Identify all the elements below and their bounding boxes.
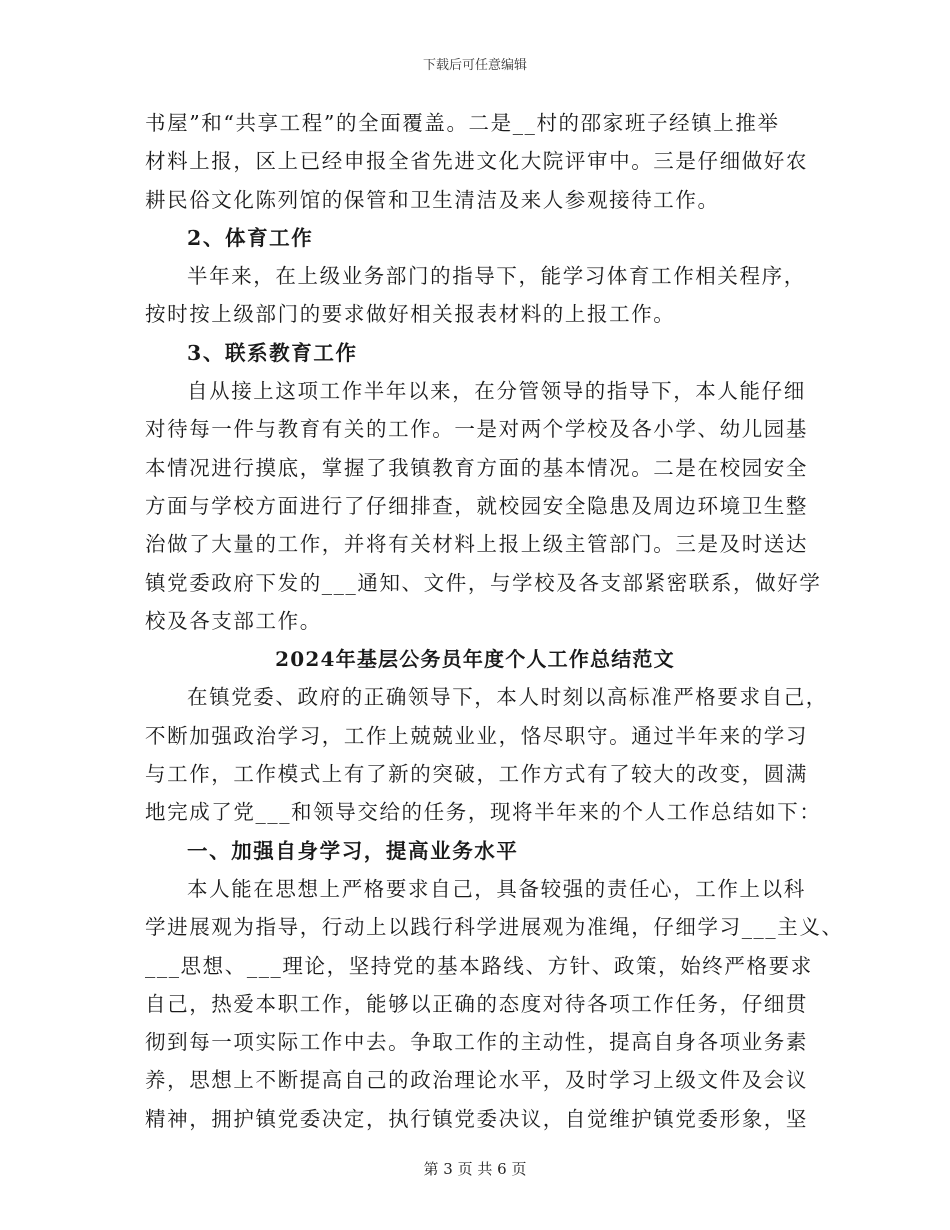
body-line: 不断加强政治学习，工作上兢兢业业，恪尽职守。通过半年来的学习	[145, 723, 808, 748]
page-footer: 第 3 页 共 6 页	[423, 1160, 527, 1178]
body-line: 耕民俗文化陈列馆的保管和卫生清洁及来人参观接待工作。	[145, 187, 720, 212]
body-line: 与工作，工作模式上有了新的突破，工作方式有了较大的改变，圆满	[145, 762, 808, 787]
body-line: 在镇党委、政府的正确领导下，本人时刻以高标准严格要求自己，	[187, 685, 828, 710]
page-header: 下载后可任意编辑	[422, 58, 527, 73]
section-heading: 一、加强自身学习，提高业务水平	[187, 838, 519, 863]
body-line: 自从接上这项工作半年以来，在分管领导的指导下，本人能仔细	[187, 379, 806, 404]
body-line: 对待每一件与教育有关的工作。一是对两个学校及各小学、幼儿园基	[145, 417, 808, 442]
section-heading: 3、联系教育工作	[187, 340, 358, 365]
body-line: 养，思想上不断提高自己的政治理论水平，及时学习上级文件及会议	[145, 1068, 808, 1093]
section-heading: 2、体育工作	[187, 225, 314, 250]
document-title: 2024年基层公务员年度个人工作总结范文	[275, 647, 675, 672]
body-line: 书屋”和“共享工程”的全面覆盖。二是__村的邵家班子经镇上推举	[145, 111, 780, 135]
body-line: 彻到每一项实际工作中去。争取工作的主动性，提高自身各项业务素	[145, 1030, 808, 1055]
body-line: 本人能在思想上严格要求自己，具备较强的责任心，工作上以科	[187, 876, 806, 901]
body-line: 治做了大量的工作，并将有关材料上报上级主管部门。三是及时送达	[145, 532, 808, 557]
body-line: 学进展观为指导，行动上以践行科学进展观为准绳，仔细学习___主义、	[145, 915, 844, 940]
body-line: 地完成了党___和领导交给的任务，现将半年来的个人工作总结如下：	[145, 800, 822, 825]
body-line: 本情况进行摸底，掌握了我镇教育方面的基本情况。二是在校园安全	[145, 455, 808, 480]
body-line: 按时按上级部门的要求做好相关报表材料的上报工作。	[145, 302, 676, 327]
body-line: 精神，拥护镇党委决定，执行镇党委决议，自觉维护镇党委形象，坚	[145, 1106, 808, 1131]
body-line: 自己，热爱本职工作，能够以正确的态度对待各项工作任务，仔细贯	[145, 991, 808, 1016]
body-line: 方面与学校方面进行了仔细排查，就校园安全隐患及周边环境卫生整	[145, 493, 808, 518]
body-line: 校及各支部工作。	[145, 608, 322, 633]
document-body	[145, 104, 844, 1138]
body-line: 半年来，在上级业务部门的指导下，能学习体育工作相关程序，	[187, 264, 806, 289]
body-line: 镇党委政府下发的___通知、文件，与学校及各支部紧密联系，做好学	[145, 570, 822, 595]
body-line: 材料上报，区上已经申报全省先进文化大院评审中。三是仔细做好农	[145, 149, 808, 174]
body-line: ___思想、___理论，坚持党的基本路线、方针、政策，始终严格要求	[145, 953, 813, 978]
